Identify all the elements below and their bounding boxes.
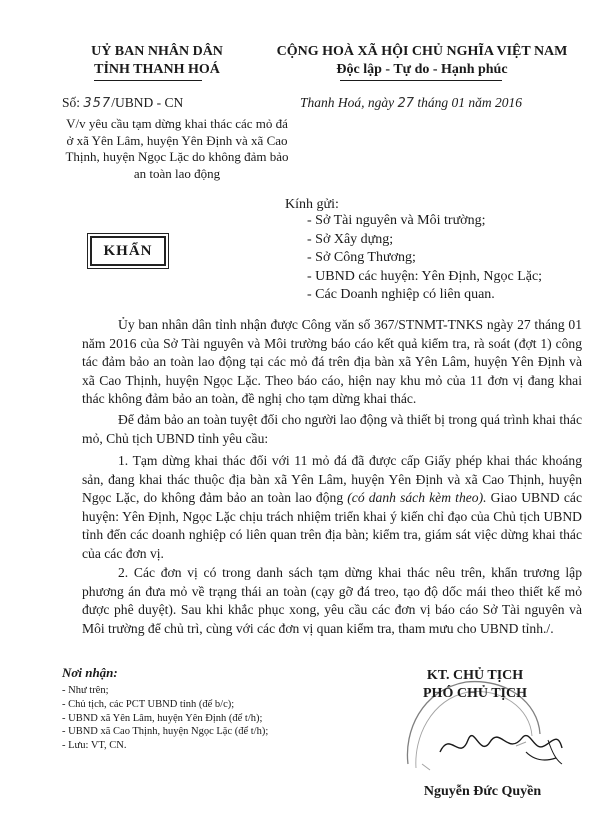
- signature-title-line1: KT. CHỦ TỊCH: [426, 668, 524, 683]
- item-1-note: (có danh sách kèm theo).: [347, 490, 487, 506]
- recipient-item: - Sở Tài nguyên và Môi trường;: [307, 213, 486, 228]
- national-title: CỘNG HOÀ XÃ HỘI CHỦ NGHĨA VIỆT NAM: [276, 44, 568, 59]
- footer-recipient: - UBND xã Yên Lâm, huyện Yên Định (để t/h);: [62, 712, 263, 724]
- footer-recipient: - Chủ tịch, các PCT UBND tỉnh (để b/c);: [62, 698, 235, 710]
- footer-recipient: - UBND xã Cao Thịnh, huyện Ngọc Lặc (để t/h);: [62, 726, 269, 738]
- place-prefix: Thanh Hoá, ngày: [300, 95, 395, 110]
- document-subject: V/v yêu cầu tạm dừng khai thác các mỏ đá ở xã Yên Lâm, huyện Yên Định và xã Cao Thịnh, huyện Ngọc Lặc do không đảm bảo an toàn lao động: [65, 116, 289, 181]
- signature-title-line2: PHÓ CHỦ TỊCH: [423, 686, 527, 701]
- motto-underline: [340, 80, 502, 81]
- recipient-item: - Các Doanh nghiệp có liên quan.: [307, 287, 495, 303]
- recipient-item: - Sở Xây dựng;: [307, 231, 394, 247]
- date-day-handwritten: 27: [397, 96, 415, 111]
- body-paragraph-1: Ủy ban nhân dân tỉnh nhận được Công văn số 367/STNMT-TNKS ngày 27 tháng 01 năm 2016 của Sở Tài nguyên và Môi trường báo cáo kết quả kiểm tra, rà soát (đợt 1) công tác đảm bảo an toàn lao động tại các mỏ đá trên địa bàn xã Yên Lâm, huyện Yên Định và xã Cao Thịnh, huyện Ngọc Lặc. Theo báo cáo, hiện nay khu mỏ của 11 đơn vị đang khai thác không đảm bảo an toàn, đề nghị cho tạm dừng khai thác.: [82, 317, 582, 407]
- document-number: [62, 95, 183, 111]
- recipients-footer-list: [62, 684, 268, 753]
- addressee-label: Kính gửi:: [285, 197, 339, 212]
- footer-recipient: - Lưu: VT, CN.: [62, 740, 127, 752]
- place-and-date: [300, 95, 522, 111]
- body-paragraph-4: 2. Các đơn vị có trong danh sách tạm dừng khai thác nêu trên, khẩn trương lập phương án đưa mỏ về trạng thái an toàn (cạy gỡ đá treo, tạo độ dốc mái theo thiết kế mỏ được phê duyệt). Sau khi khắc phục xong, yêu cầu các đơn vị báo cáo Sở Tài nguyên và Môi trường để chủ trì, cùng với các đơn vị quan kiểm tra, tham mưu cho UBND tỉnh./.: [82, 565, 582, 636]
- document-number-suffix: /UBND - CN: [111, 95, 184, 110]
- body-paragraph-2: Để đảm bảo an toàn tuyệt đối cho người lao động và thiết bị trong quá trình khai thác mỏ, Chủ tịch UBND tỉnh yêu cầu:: [82, 412, 582, 446]
- recipient-item: - Sở Công Thương;: [307, 250, 416, 266]
- signer-name: Nguyễn Đức Quyền: [423, 784, 542, 799]
- handwritten-signature-icon: [430, 712, 580, 772]
- item-1-assignment: Giao UBND các huyện: Yên Định, Ngọc Lặc chịu trách nhiệm triển khai ý kiến chỉ đạo của Chủ tịch UBND tỉnh đến các doanh nghiệp có liên quan trên địa bàn; kiểm tra, giám sát việc dừng khai thác của các đơn vị.: [82, 490, 582, 561]
- urgent-stamp: KHẨN: [90, 236, 166, 266]
- document-number-handwritten: 357: [83, 96, 112, 111]
- document-number-label: Số:: [62, 95, 81, 110]
- place-suffix: tháng 01 năm 2016: [417, 95, 523, 110]
- body-paragraph-3: [82, 452, 582, 564]
- issuing-authority: UỶ BAN NHÂN DÂN: [91, 44, 223, 59]
- item-1-text: 1. Tạm dừng khai thác đối với 11 mỏ đá đã được cấp Giấy phép khai thác khoáng sản, đang khai thác thuộc địa bàn xã Yên Lâm, huyện Yên Định và xã Cao Thịnh, huyện Ngọc Lặc, do không đảm bảo an toàn lao động: [82, 453, 582, 506]
- footer-recipient: - Như trên;: [62, 685, 109, 696]
- national-motto: Độc lập - Tự do - Hạnh phúc: [336, 62, 508, 77]
- recipients-footer-title: Nơi nhận:: [62, 665, 118, 680]
- authority-underline: [94, 80, 202, 81]
- issuing-province: TỈNH THANH HOÁ: [94, 62, 220, 77]
- recipient-list: [307, 212, 542, 305]
- recipient-item: - UBND các huyện: Yên Định, Ngọc Lặc;: [307, 268, 543, 284]
